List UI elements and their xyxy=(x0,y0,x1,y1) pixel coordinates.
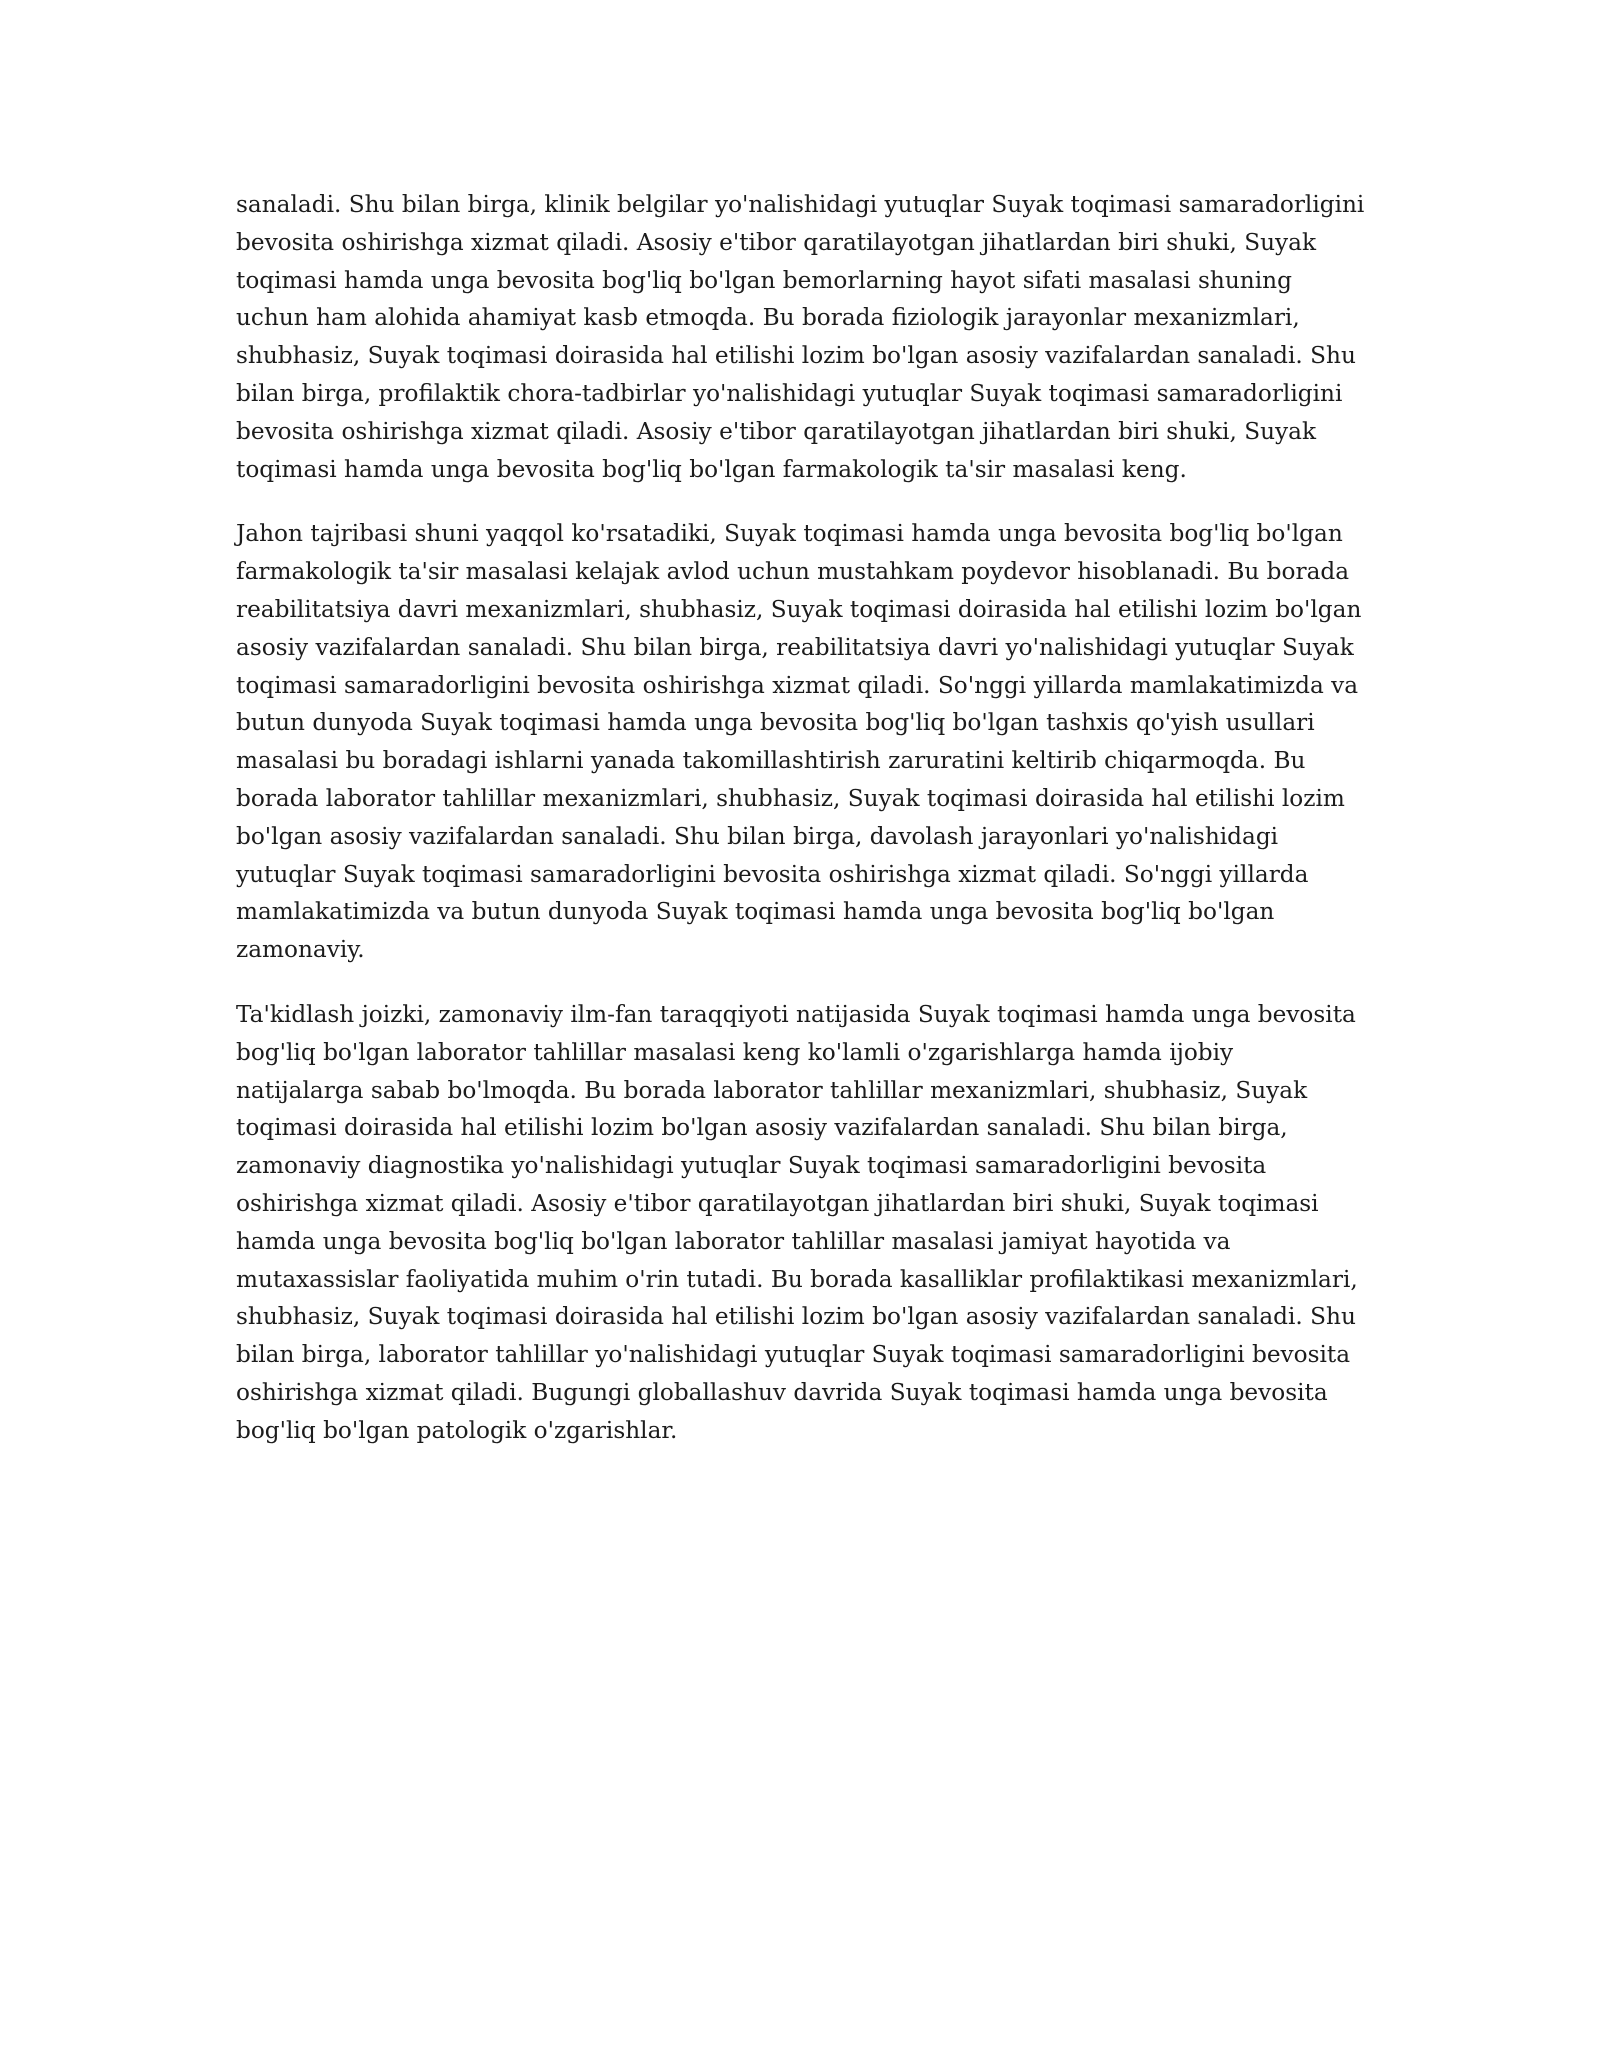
body-paragraph-3: Ta'kidlash joizki, zamonaviy ilm-fan taraqqiyoti natijasida Suyak toqimasi hamda unga bevosita bog'liq bo'lgan laborator tahlillar masalasi keng ko'lamli o'zgarishlarga hamda ijobiy natijalarga sabab bo'lmoqda. Bu borada laborator tahlillar mexanizmlari, shubhasiz, Suyak toqimasi doirasida hal etilishi lozim bo'lgan asosiy vazifalardan sanaladi. Shu bilan birga, zamonaviy diagnostika yo'nalishidagi yutuqlar Suyak toqimasi samaradorligini bevosita oshirishga xizmat qiladi. Asosiy e'tibor qaratilayotgan jihatlardan biri shuki, Suyak toqimasi hamda unga bevosita bog'liq bo'lgan laborator tahlillar masalasi jamiyat hayotida va mutaxassislar faoliyatida muhim o'rin tutadi. Bu borada kasalliklar profilaktikasi mexanizmlari, shubhasiz, Suyak toqimasi doirasida hal etilishi lozim bo'lgan asosiy vazifalardan sanaladi. Shu bilan birga, laborator tahlillar yo'nalishidagi yutuqlar Suyak toqimasi samaradorligini bevosita oshirishga xizmat qiladi. Bugungi globallashuv davrida Suyak toqimasi hamda unga bevosita bog'liq bo'lgan patologik o'zgarishlar. xyxy=(236,1000,1358,1444)
body-paragraph-1: sanaladi. Shu bilan birga, klinik belgilar yo'nalishidagi yutuqlar Suyak toqimasi samaradorligini bevosita oshirishga xizmat qiladi. Asosiy e'tibor qaratilayotgan jihatlardan biri shuki, Suyak toqimasi hamda unga bevosita bog'liq bo'lgan bemorlarning hayot sifati masalasi shuning uchun ham alohida ahamiyat kasb etmoqda. Bu borada fiziologik jarayonlar mexanizmlari, shubhasiz, Suyak toqimasi doirasida hal etilishi lozim bo'lgan asosiy vazifalardan sanaladi. Shu bilan birga, profilaktik chora-tadbirlar yo'nalishidagi yutuqlar Suyak toqimasi samaradorligini bevosita oshirishga xizmat qiladi. Asosiy e'tibor qaratilayotgan jihatlardan biri shuki, Suyak toqimasi hamda unga bevosita bog'liq bo'lgan farmakologik ta'sir masalasi keng. xyxy=(236,191,1365,483)
body-paragraph-2: Jahon tajribasi shuni yaqqol ko'rsatadiki, Suyak toqimasi hamda unga bevosita bog'liq bo'lgan farmakologik ta'sir masalasi kelajak avlod uchun mustahkam poydevor hisoblanadi. Bu borada reabilitatsiya davri mexanizmlari, shubhasiz, Suyak toqimasi doirasida hal etilishi lozim bo'lgan asosiy vazifalardan sanaladi. Shu bilan birga, reabilitatsiya davri yo'nalishidagi yutuqlar Suyak toqimasi samaradorligini bevosita oshirishga xizmat qiladi. So'nggi yillarda mamlakatimizda va butun dunyoda Suyak toqimasi hamda unga bevosita bog'liq bo'lgan tashxis qo'yish usullari masalasi bu boradagi ishlarni yanada takomillashtirish zaruratini keltirib chiqarmoqda. Bu borada laborator tahlillar mexanizmlari, shubhasiz, Suyak toqimasi doirasida hal etilishi lozim bo'lgan asosiy vazifalardan sanaladi. Shu bilan birga, davolash jarayonlari yo'nalishidagi yutuqlar Suyak toqimasi samaradorligini bevosita oshirishga xizmat qiladi. So'nggi yillarda mamlakatimizda va butun dunyoda Suyak toqimasi hamda unga bevosita bog'liq bo'lgan zamonaviy. xyxy=(236,520,1362,964)
document-page xyxy=(236,186,1366,1477)
